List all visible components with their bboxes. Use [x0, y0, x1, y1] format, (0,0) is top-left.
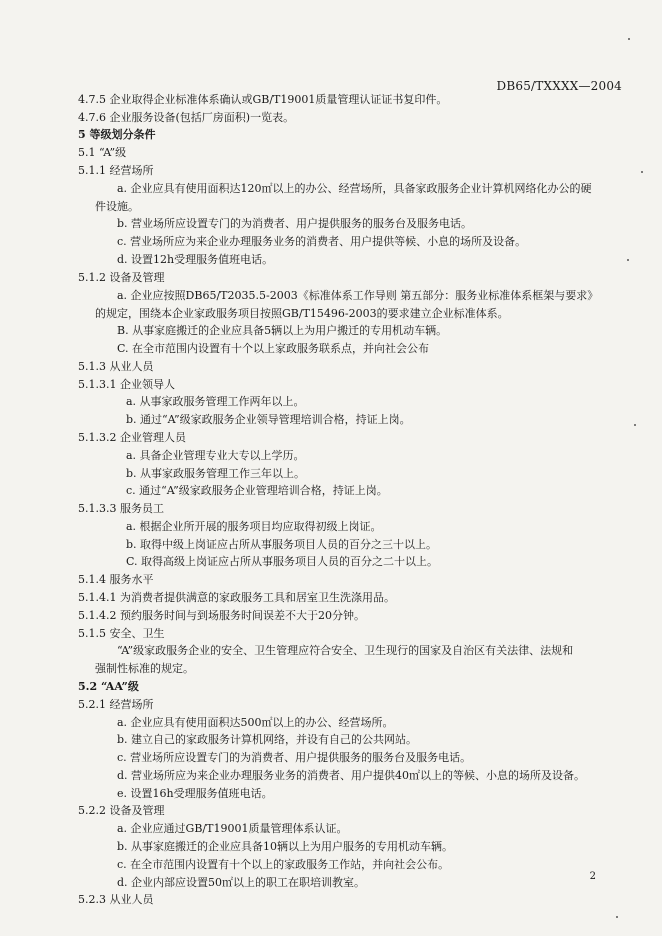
clause-5-1-1-a: a. 企业应具有使用面积达120㎡以上的办公、经营场所，具备家政服务企业计算机网络化办公的硬	[117, 182, 592, 195]
clause-5-1-2-b: B. 从事家庭搬迁的企业应具备5辆以上为用户搬迁的专用机动车辆。	[117, 324, 448, 337]
scan-speck	[627, 259, 629, 261]
clause-5-1-3-1-heading: 5.1.3.1 企业领导人	[78, 378, 175, 391]
clause-5-1-2-heading: 5.1.2 设备及管理	[78, 271, 165, 284]
clause-5-1-5-text-cont: 强制性标准的规定。	[95, 662, 194, 675]
document-code: DB65/TXXXX—2004	[496, 79, 622, 93]
clause-5-2-2-a: a. 企业应通过GB/T19001质量管理体系认证。	[117, 822, 348, 835]
section-5-heading: 5 等级划分条件	[78, 128, 156, 141]
scan-speck	[634, 424, 636, 426]
clause-5-1-3-3-heading: 5.1.3.3 服务员工	[78, 502, 164, 515]
clause-5-1-3-2-b: b. 从事家政服务管理工作三年以上。	[126, 467, 306, 480]
scan-speck	[628, 38, 630, 40]
clause-5-2-3-heading: 5.2.3 从业人员	[78, 893, 154, 906]
clause-5-2-2-d: d. 企业内部应设置50㎡以上的职工在职培训教室。	[117, 876, 366, 889]
clause-5-1-3-3-c: C. 取得高级上岗证应占所从事服务项目人员的百分之二十以上。	[126, 555, 439, 568]
clause-5-1-4-1: 5.1.4.1 为消费者提供满意的家政服务工具和居室卫生洗涤用品。	[78, 591, 395, 604]
clause-5-1-3-1-b: b. 通过“A”级家政服务企业领导管理培训合格，持证上岗。	[126, 413, 411, 426]
clause-5-1-3-2-c: c. 通过“A”级家政服务企业管理培训合格，持证上岗。	[126, 484, 388, 497]
section-5-1-heading: 5.1 “A”级	[78, 146, 127, 159]
section-5-2-heading: 5.2 “AA”级	[78, 680, 139, 693]
clause-4-7-5: 4.7.5 企业取得企业标准体系确认或GB/T19001质量管理认证证书复印件。	[78, 93, 448, 106]
clause-5-2-1-a: a. 企业应具有使用面积达500㎡以上的办公、经营场所。	[117, 716, 394, 729]
scan-speck	[616, 916, 618, 918]
clause-5-2-2-c: c. 在全市范围内设置有十个以上的家政服务工作站，并向社会公布。	[117, 858, 450, 871]
clause-5-2-1-e: e. 设置16h受理服务值班电话。	[117, 787, 273, 800]
page-number: 2	[589, 871, 596, 882]
clause-5-1-2-a: a. 企业应按照DB65/T2035.5-2003《标准体系工作导则 第五部分：服务业标准体系框架与要求》	[117, 289, 599, 302]
clause-5-1-1-c: c. 营业场所应为来企业办理服务业务的消费者、用户提供等候、小息的场所及设备。	[117, 235, 527, 248]
clause-5-1-1-d: d. 设置12h受理服务值班电话。	[117, 253, 274, 266]
clause-5-1-3-heading: 5.1.3 从业人员	[78, 360, 154, 373]
clause-5-1-5-heading: 5.1.5 安全、卫生	[78, 627, 165, 640]
clause-5-1-4-2: 5.1.4.2 预约服务时间与到场服务时间误差不大于20分钟。	[78, 609, 365, 622]
clause-5-1-4-heading: 5.1.4 服务水平	[78, 573, 154, 586]
clause-5-1-3-1-a: a. 从事家政服务管理工作两年以上。	[126, 395, 305, 408]
clause-5-2-1-c: c. 营业场所应设置专门的为消费者、用户提供服务的服务台及服务电话。	[117, 751, 472, 764]
clause-5-2-1-b: b. 建立自己的家政服务计算机网络，并设有自己的公共网站。	[117, 733, 418, 746]
clause-5-1-1-b: b. 营业场所应设置专门的为消费者、用户提供服务的服务台及服务电话。	[117, 217, 473, 230]
scan-speck	[641, 171, 643, 173]
clause-5-1-2-c: C. 在全市范围内设置有十个以上家政服务联系点，并向社会公布	[117, 342, 430, 355]
clause-5-1-3-2-heading: 5.1.3.2 企业管理人员	[78, 431, 186, 444]
clause-4-7-6: 4.7.6 企业服务设备(包括厂房面积)一览表。	[78, 111, 295, 124]
clause-5-2-2-heading: 5.2.2 设备及管理	[78, 804, 165, 817]
clause-5-2-2-b: b. 从事家庭搬迁的企业应具备10辆以上为用户服务的专用机动车辆。	[117, 840, 454, 853]
clause-5-1-5-text: “A”级家政服务企业的安全、卫生管理应符合安全、卫生现行的国家及自治区有关法律、法规和	[117, 644, 574, 657]
clause-5-1-2-a-cont: 的规定，围绕本企业家政服务项目按照GB/T15496-2003的要求建立企业标准体系。	[95, 307, 509, 320]
clause-5-1-1-a-cont: 件设施。	[95, 200, 139, 213]
clause-5-1-3-3-a: a. 根据企业所开展的服务项目均应取得初级上岗证。	[126, 520, 382, 533]
clause-5-1-1-heading: 5.1.1 经营场所	[78, 164, 154, 177]
clause-5-1-3-3-b: b. 取得中级上岗证应占所从事服务项目人员的百分之三十以上。	[126, 538, 438, 551]
clause-5-1-3-2-a: a. 具备企业管理专业大专以上学历。	[126, 449, 305, 462]
clause-5-2-1-heading: 5.2.1 经营场所	[78, 698, 154, 711]
clause-5-2-1-d: d. 营业场所应为来企业办理服务业务的消费者、用户提供40㎡以上的等候、小息的场所及设备。	[117, 769, 586, 782]
